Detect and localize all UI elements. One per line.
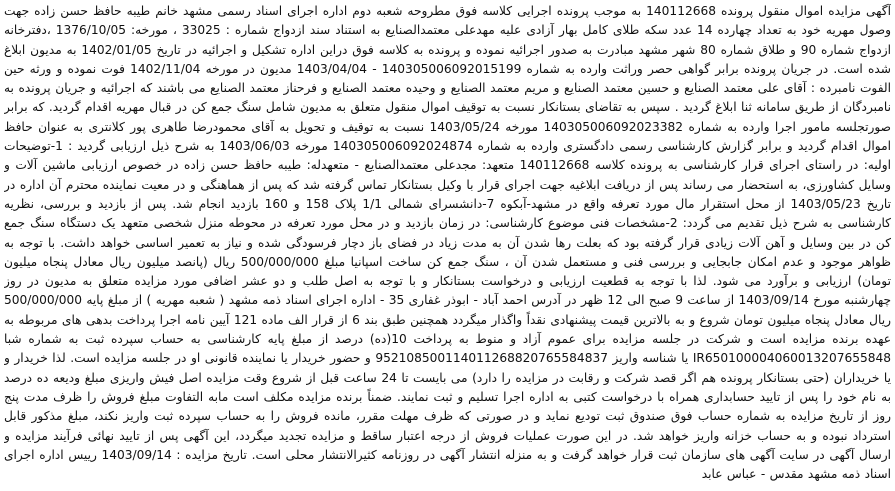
notice-body-text: آگهی مزایده اموال منقول پرونده 140112668 به موجب پرونده اجرایی کلاسه فوق مطروحه شعبه دوم اداره اجرای اسناد رسمی مشهد خانم طیبه حافظ حسن زاده جهت وصول مهریه خود به تعداد چهارده 14 عدد سکه طلای کامل بهار آزادی علیه مهدعلی معتمدالصنایع به استناد سند ازدواج شماره : 33025 ، مورخه: 1376/10/05 ،دفترخانه ازدواج شماره 90 و طلاق شماره 80 شهر مشهد مبادرت به صدور اجرائیه نموده و پرونده به کلاسه فوق دراین اداره تشکیل و اجرائیه در تاریخ 1402/01/05 به مدیون ابلاغ شده است. در جریان پرونده برابر گواهی حصر وراثت وارده به شماره 140305006092015199 - 1403/04/04 مدیون در مورخه 1402/11/04 فوت نموده و ورثه حین الفوت نامبرده : آقای علی معتمد الصنایع و حسین معتمد الصنایع و مریم معتمد الصنایع و وحیده معتمد الصنایع و فرحناز معتمد الصنایع می باشند که اجرائیه و جریان پرونده به نامبردگان از طریق سامانه ثنا ابلاغ گردید . سپس به تقاضای بستانکار نسبت به توقیف اموال منقول متعلق به مدیون شامل سنگ جمع کن در قبال مهریه اقدام گردید. که برابر صورتجلسه مامور اجرا وارده به شماره 140305006092023382 مورخه 1403/05/24 نسبت به توقیف و تحویل به آقای محمودرضا طاهری پور کلانتری به عنوان حافظ اموال اقدام گردید و برابر گزارش کارشناسی رسمی دادگستری وارده به شماره 140305006092024874 مورخه 1403/06/03 به شرح ذیل ارزیابی گردید : 1-توضیحات اولیه: در راستای اجرای قرار کارشناسی به پرونده کلاسه 140112668 متعهد: مجدعلی معتمدالصنایع - متعهدله: طیبه حافظ حسن زاده در خصوص ارزیابی ماشین آلات و وسایل کشاورزی، به استحضار می رساند پس از دریافت ابلاغیه جهت اجرای قرار با وکیل بستانکار تماس گرفته شد که پس از هماهنگی و در معیت نماینده محترم آن اداره در تاریخ 1403/05/23 از محل استقرار مال مورد تعرفه واقع در مشهد-آبکوه 7-دانشسرای شمالی 1/1 پلاک 158 و 160 بازدید انجام شد. پس از بازدید و بررسی، نظریه کارشناسی به شرح ذیل تقدیم می گردد: 2-مشخصات فنی موضوع کارشناسی: در زمان بازدید و در محل مورد تعرفه در محوطه منزل شخصی متعهد یک دستگاه سنگ جمع کن در بین وسایل و آهن آلات زیادی قرار گرفته بود که بعلت رها شدن آن به مدت زیاد در فضای باز دچار فرسودگی شده و نیاز به تعمیر اساسی خواهد داشت. با توجه به ظواهر موجود و عدم امکان جابجایی و بررسی فنی و مستعمل شدن آن ، سنگ جمع کن ساخت اسپانیا مبلغ 500/000/000 ریال (پانصد میلیون ریال معادل پنجاه میلیون تومان) ارزیابی و برآورد می شود. لذا با توجه به قطعیت ارزیابی و درخواست بستانکار و با توجه به اصل طلب و دو عشر اضافی مورد مزایده متعلق به مدیون در روز چهارشنبه مورخ 1403/09/14 از ساعت 9 صبح الی 12 ظهر در آدرس احمد آباد - ابوذر غفاری 35 - اداره اجرای اسناد ذمه مشهد ( شعبه مهریه ) از مبلغ پایه 500/000/000 ریال معادل پنجاه میلیون تومان شروع و به بالاترین قیمت پیشنهادی نقداً واگذار میگردد همچنین طبق بند 6 از قرار الف ماده 121 آیین نامه اجرا پرداخت بدهی های مربوطه به عهده برنده مزایده است و شرکت در جلسه مزایده برای عموم آزاد و منوط به پرداخت 10(ده) درصد از مبلغ پایه کارشناسی به حساب سپرده ثبت به شماره شبا IR650100004060013207655848 یا شناسه واریز 952108500114011268820765584837 و حضور خریدار یا نماینده قانونی او در جلسه مزایده است. لذا خریدار و یا خریداران (حتی بستانکار پرونده هم اگر قصد شرکت و رقابت در مزایده را دارد) می بایست تا 24 ساعت قبل از شروع وقت مزایده اصل فیش واریزی مبلغ ودیعه ده درصد به نام خود را پس از تایید حسابداری همراه با درخواست کتبی به اداره اجرا تسلیم و ثبت نمایند. ضمناً برنده مزایده مکلف است مابه التفاوت مبلغ فروش را ظرف مدت پنج روز از تاریخ مزایده به شماره حساب فوق صندوق ثبت تودیع نماید و در صورتی که ظرف مهلت مقرر، مانده فروش را به حساب سپرده ثبت واریز نکند، مبلغ مذکور قابل استرداد نبوده و به حساب خزانه واریز خواهد شد. در این صورت عملیات فروش از درجه اعتبار ساقط و مزایده تجدید میگردد، این آگهی پس از تایید نهائی فرآیند مزایده و ارسال آگهی در سایت آگهی های سازمان ثبت قرار خواهد گرفت و به منزله انتشار آگهی در روزنامه کثیرالانتشار محلی است. تاریخ مزایده : 1403/09/14 رییس اداره اجرای اسناد ذمه مشهد مقدس - عباس عابد xyxy=(4,4,891,482)
auction-notice xyxy=(4,2,891,489)
